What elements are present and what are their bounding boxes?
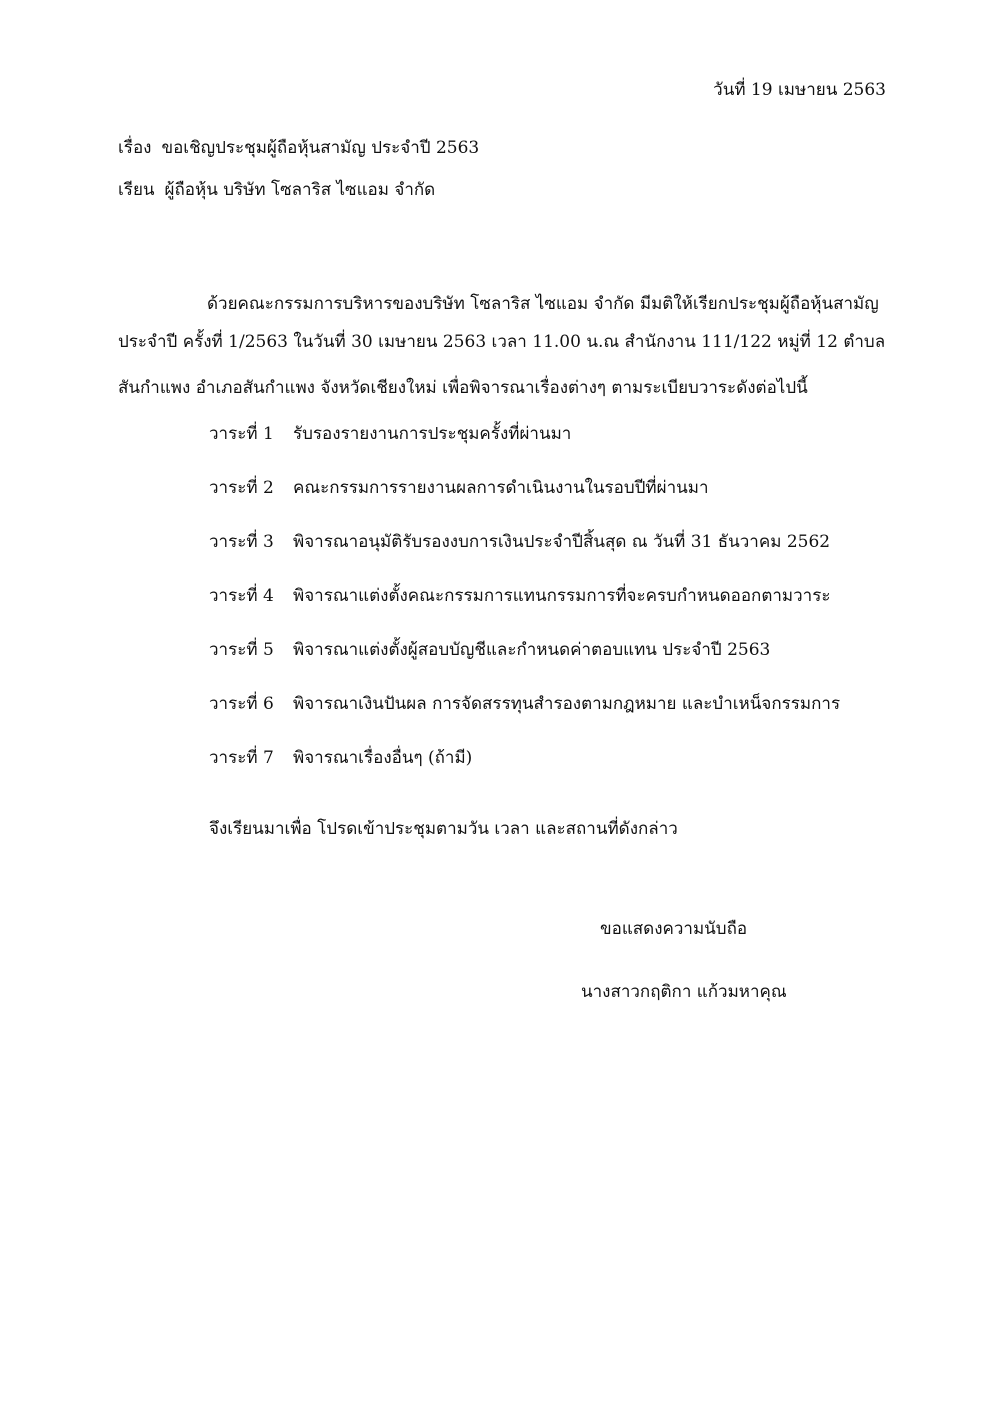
agenda-text: พิจารณาแต่งตั้งคณะกรรมการแทนกรรมการที่จะครบกำหนดออกตามวาระ <box>293 586 831 606</box>
signoff: ขอแสดงความนับถือ <box>600 919 748 939</box>
agenda-item <box>209 746 472 770</box>
subject-text: ขอเชิญประชุมผู้ถือหุ้นสามัญ ประจำปี 2563 <box>161 138 480 158</box>
agenda-text: คณะกรรมการรายงานผลการดำเนินงานในรอบปีที่ผ่านมา <box>293 478 709 498</box>
agenda-text: พิจารณาเรื่องอื่นๆ (ถ้ามี) <box>293 748 473 768</box>
agenda-item <box>209 476 709 500</box>
recipient-label: เรียน <box>118 180 155 200</box>
agenda-number: วาระที่ 6 <box>209 694 274 714</box>
letter-date: วันที่ 19 เมษายน 2563 <box>713 80 886 100</box>
body-line-2: ประจำปี ครั้งที่ 1/2563 ในวันที่ 30 เมษายน 2563 เวลา 11.00 น.ณ สำนักงาน 111/122 หมู่ที่ 12 ตำบล <box>118 332 886 352</box>
agenda-number: วาระที่ 3 <box>209 532 274 552</box>
agenda-item <box>209 692 840 716</box>
agenda-item <box>209 422 571 446</box>
agenda-text: รับรองรายงานการประชุมครั้งที่ผ่านมา <box>293 424 572 444</box>
agenda-text: พิจารณาเงินปันผล การจัดสรรทุนสำรองตามกฎหมาย และบำเหน็จกรรมการ <box>293 694 841 714</box>
agenda-item <box>209 638 770 662</box>
subject-line <box>118 136 479 160</box>
signature-name: นางสาวกฤติกา แก้วมหาคุณ <box>581 982 787 1002</box>
agenda-item <box>209 584 830 608</box>
agenda-number: วาระที่ 1 <box>209 424 274 444</box>
agenda-number: วาระที่ 2 <box>209 478 274 498</box>
body-line-3: สันกำแพง อำเภอสันกำแพง จังหวัดเชียงใหม่ เพื่อพิจารณาเรื่องต่างๆ ตามระเบียบวาระดังต่อไปนี้ <box>118 378 808 398</box>
agenda-number: วาระที่ 7 <box>209 748 274 768</box>
agenda-item <box>209 530 830 554</box>
recipient-text: ผู้ถือหุ้น บริษัท โซลาริส ไซแอม จำกัด <box>164 180 436 200</box>
agenda-text: พิจารณาอนุมัติรับรองงบการเงินประจำปีสิ้นสุด ณ วันที่ 31 ธันวาคม 2562 <box>293 532 831 552</box>
body-line-1: ด้วยคณะกรรมการบริหารของบริษัท โซลาริส ไซแอม จำกัด มีมติให้เรียกประชุมผู้ถือหุ้นสามัญ <box>207 294 879 314</box>
subject-label: เรื่อง <box>118 138 152 158</box>
agenda-text: พิจารณาแต่งตั้งผู้สอบบัญชีและกำหนดค่าตอบแทน ประจำปี 2563 <box>293 640 771 660</box>
agenda-number: วาระที่ 4 <box>209 586 274 606</box>
closing-line: จึงเรียนมาเพื่อ โปรดเข้าประชุมตามวัน เวลา และสถานที่ดังกล่าว <box>209 819 678 839</box>
recipient-line <box>118 178 435 202</box>
agenda-number: วาระที่ 5 <box>209 640 274 660</box>
